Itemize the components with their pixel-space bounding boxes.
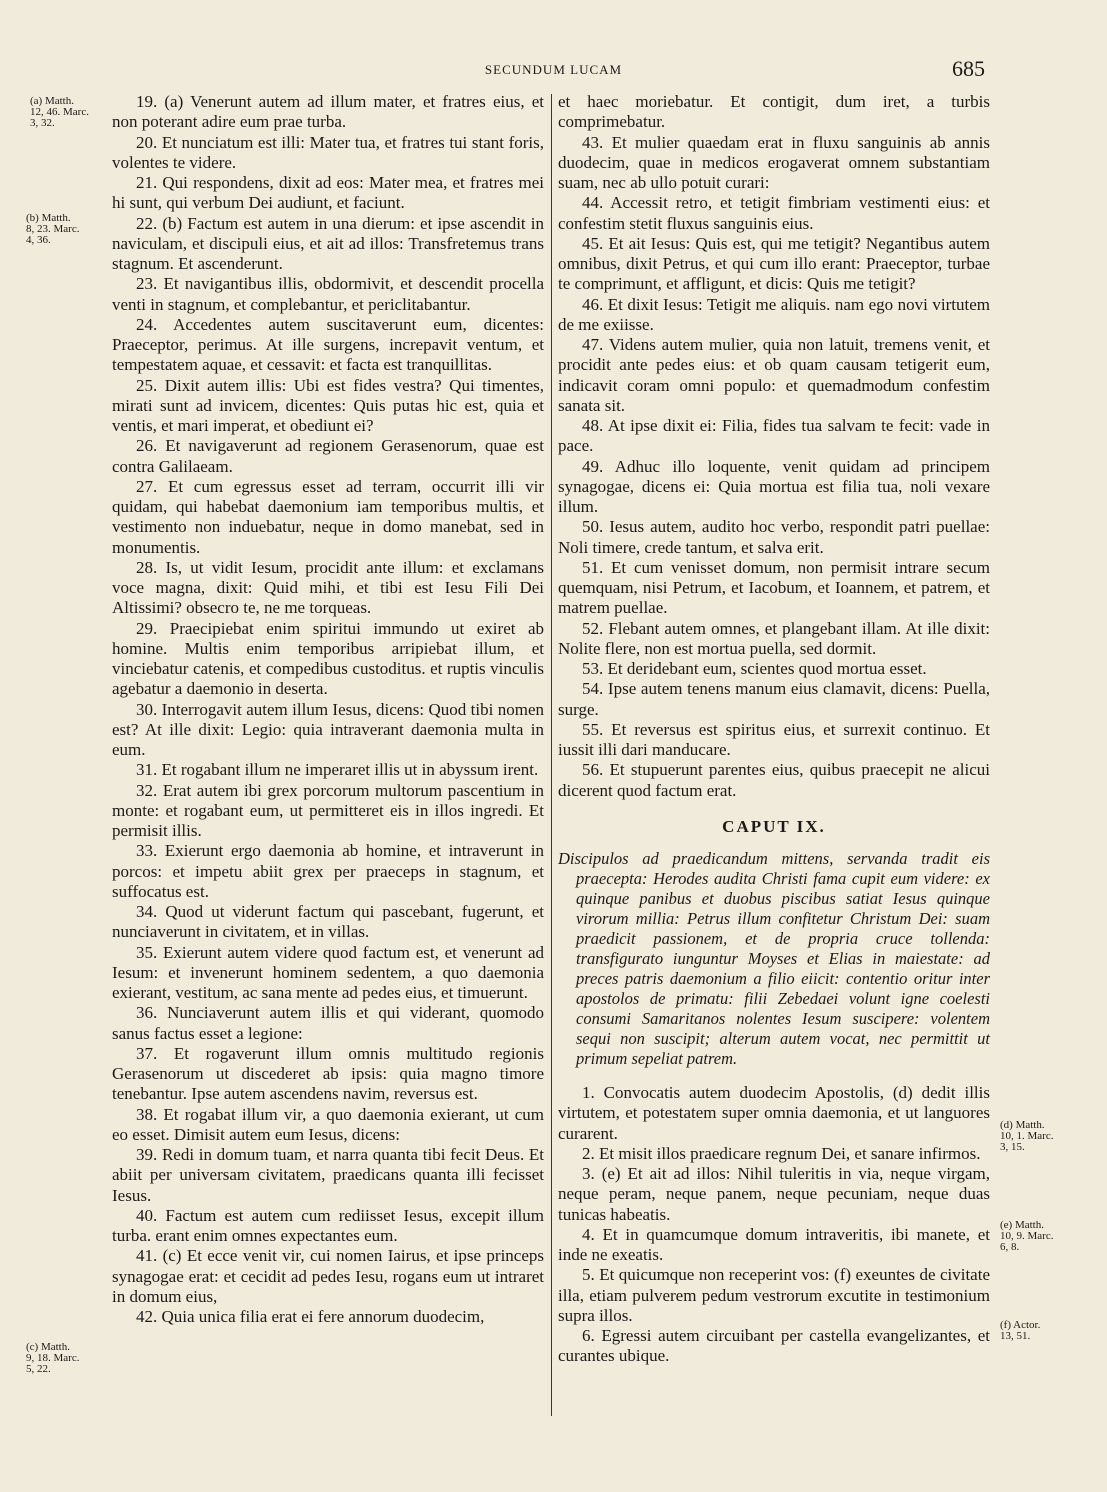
verse: 55. Et reversus est spiritus eius, et surrexit continuo. Et iussit illi dari manducare.	[558, 719, 990, 759]
chapter-heading: CAPUT IX.	[722, 816, 826, 836]
verse: 2. Et misit illos praedicare regnum Dei, et sanare infirmos.	[582, 1143, 981, 1163]
verse: 4. Et in quamcumque domum intraveritis, ibi manete, et inde ne exeatis.	[558, 1224, 990, 1264]
verse: 1. Convocatis autem duodecim Apostolis, (d) dedit illis virtutem, et potestatem super omnia daemonia, et ut languores curarent.	[558, 1083, 990, 1143]
verse: 39. Redi in domum tuam, et narra quanta tibi fecit Deus. Et abiit per universam civitatem, praedicans quanta illi fecisset Iesus.	[112, 1145, 544, 1205]
verse: 49. Adhuc illo loquente, venit quidam ad principem synagogae, dicens ei: Quia mortua est filia tua, noli vexare illum.	[558, 456, 990, 516]
verse: 44. Accessit retro, et tetigit fimbriam vestimenti eius: et confestim stetit fluxus sanguinis eius.	[558, 193, 990, 233]
verse: 40. Factum est autem cum rediisset Iesus, excepit illum turba. erant enim omnes expectantes eum.	[112, 1205, 544, 1245]
verse: 34. Quod ut viderunt factum qui pascebant, fugerunt, et nunciaverunt in civitatem, et in villas.	[112, 902, 544, 942]
verse: 35. Exierunt autem videre quod factum est, et venerunt ad Iesum: et invenerunt hominem sedentem, a quo daemonia exierant, vestitum, ac sana mente ad pedes eius, et timuerunt.	[112, 942, 544, 1002]
verse: 29. Praecipiebat enim spiritui immundo ut exiret ab homine. Multis enim temporibus arripiebat illum, et vinciebatur catenis, et compedibus custoditus. et ruptis vinculis agebatur a daemonio in deserta.	[112, 618, 544, 699]
verse: 23. Et navigantibus illis, obdormivit, et descendit procella venti in stagnum, et complebantur, et periclitabantur.	[112, 274, 544, 314]
verse: 3. (e) Et ait ad illos: Nihil tuleritis in via, neque virgam, neque peram, neque panem, neque pecuniam, neque duas tunicas habeatis.	[558, 1164, 990, 1224]
verse: 46. Et dixit Iesus: Tetigit me aliquis. nam ego novi virtutem de me exiisse.	[558, 294, 990, 334]
chapter-summary: Discipulos ad praedicandum mittens, servanda tradit eis praecepta: Herodes audita Christi fama cupit eum videre: ex quinque panibus et duobus piscibus satiat Iesus quinque virorum millia: Petrus illum confitetur Christum Dei: suam praedicit passionem, et de propria cruce tollenda: transfigurato iunguntur Moyses et Elias in maiestate: ad preces patris daemonium a filio eiicit: contentio oritur inter apostolos de primatu: filii Zebedaei volunt igne coelesti consumi Samaritanos nolentes Iesum suscipere: volentem sequi non suscipit; alterum autem vocat, nec permittit ut primum sepeliat patrem.	[558, 849, 990, 1068]
margin-note-c: (c) Matth. 9, 18. Marc. 5, 22.	[26, 1341, 80, 1375]
verse: 51. Et cum venisset domum, non permisit intrare secum quemquam, nisi Petrum, et Iacobum, et Ioannem, et patrem, et matrem puellae.	[558, 557, 990, 618]
verse: 56. Et stupuerunt parentes eius, quibus praecepit ne alicui dicerent quod factum erat.	[558, 760, 990, 800]
verse: 26. Et navigaverunt ad regionem Gerasenorum, quae est contra Galilaeam.	[112, 436, 544, 476]
verse: 47. Videns autem mulier, quia non latuit, tremens venit, et procidit ante pedes eius: et ob quam causam tetigerit eum, indicavit coram omni populo: et quemadmodum confestim sanata sit.	[558, 335, 990, 415]
verse: 41. (c) Et ecce venit vir, cui nomen Iairus, et ipse princeps synagogae erat: et cecidit ad pedes Iesu, rogans eum ut intraret in domum eius,	[112, 1246, 544, 1306]
margin-note-f: (f) Actor. 13, 51.	[1000, 1319, 1041, 1342]
verse: 42. Quia unica filia erat ei fere annorum duodecim,	[136, 1307, 485, 1326]
verse: 25. Dixit autem illis: Ubi est fides vestra? Qui timentes, mirati sunt ad invicem, dicentes: Quis putas hic est, quia et ventis, et mari imperat, et obediunt ei?	[112, 375, 544, 435]
margin-note-d: (d) Matth. 10, 1. Marc. 3, 15.	[1000, 1119, 1054, 1153]
margin-note-b: (b) Matth. 8, 23. Marc. 4, 36.	[26, 212, 80, 246]
verse: 32. Erat autem ibi grex porcorum multorum pascentium in monte: et rogabant eum, ut permitteret eis in illos ingredi. Et permisit illis.	[112, 780, 544, 840]
verse: 45. Et ait Iesus: Quis est, qui me tetigit? Negantibus autem omnibus, dixit Petrus, et qui cum illo erant: Praeceptor, turbae te comprimunt, et affligunt, et dicis: Quis me tetigit?	[558, 233, 990, 294]
verse: 20. Et nunciatum est illi: Mater tua, et fratres tui stant foris, volentes te videre.	[112, 132, 544, 172]
verse: 53. Et deridebant eum, scientes quod mortua esset.	[582, 659, 927, 678]
verse: 31. Et rogabant illum ne imperaret illis ut in abyssum irent.	[136, 760, 539, 780]
page-number: 685	[952, 56, 985, 81]
column-divider	[551, 94, 552, 1416]
verse: 24. Accedentes autem suscitaverunt eum, dicentes: Praeceptor, perimus. At ille surgens, increpavit ventum, et tempestatem aquae, et cessavit: et facta est tranquillitas.	[112, 314, 544, 375]
verse: 38. Et rogabat illum vir, a quo daemonia exierant, ut cum eo esset. Dimisit autem eum Iesus, dicens:	[112, 1104, 544, 1144]
verse: 30. Interrogavit autem illum Iesus, dicens: Quod tibi nomen est? At ille dixit: Legio: quia intraverant daemonia multa in eum.	[112, 699, 544, 759]
verse: 22. (b) Factum est autem in una dierum: et ipse ascendit in naviculam, et discipuli eius, et ait ad illos: Transfretemus trans stagnum. Et ascenderunt.	[112, 213, 544, 273]
verse: 19. (a) Venerunt autem ad illum mater, et fratres eius, et non poterant adire eum prae turba.	[112, 92, 544, 132]
verse: 6. Egressi autem circuibant per castella evangelizantes, et curantes ubique.	[558, 1326, 990, 1366]
verse-continuation: et haec moriebatur. Et contigit, dum iret, a turbis comprimebatur.	[558, 92, 990, 132]
verse: 28. Is, ut vidit Iesum, procidit ante illum: et exclamans voce magna, dixit: Quid mihi, et tibi est Iesu Fili Dei Altissimi? obsecro te, ne me torqueas.	[112, 557, 544, 618]
right-column	[558, 92, 990, 1367]
verse: 33. Exierunt ergo daemonia ab homine, et intraverunt in porcos: et impetu abiit grex per praeceps in stagnum, et suffocatus est.	[112, 841, 544, 901]
verse: 54. Ipse autem tenens manum eius clamavit, dicens: Puella, surge.	[558, 679, 990, 719]
margin-note-a: (a) Matth. 12, 46. Marc. 3, 32.	[30, 95, 89, 129]
left-column	[112, 92, 544, 1327]
verse: 36. Nunciaverunt autem illis et qui viderant, quomodo sanus factus esset a legione:	[112, 1003, 544, 1043]
verse: 5. Et quicumque non receperint vos: (f) exeuntes de civitate illa, etiam pulverem pedum vestrorum excutite in testimonium supra illos.	[558, 1265, 990, 1325]
verse: 43. Et mulier quaedam erat in fluxu sanguinis ab annis duodecim, quae in medicos erogaverat omnem substantiam suam, nec ab ullo potuit curari:	[558, 132, 990, 192]
verse: 52. Flebant autem omnes, et plangebant illam. At ille dixit: Nolite flere, non est mortua puella, sed dormit.	[558, 618, 990, 658]
margin-note-e: (e) Matth. 10, 9. Marc. 6, 8.	[1000, 1219, 1054, 1253]
verse: 50. Iesus autem, audito hoc verbo, respondit patri puellae: Noli timere, crede tantum, et salva erit.	[558, 517, 990, 557]
verse: 27. Et cum egressus esset ad terram, occurrit illi vir quidam, qui habebat daemonium iam temporibus multis, et vestimento non induebatur, neque in domo manebat, sed in monumentis.	[112, 476, 544, 557]
verse: 37. Et rogaverunt illum omnis multitudo regionis Gerasenorum ut discederet ab ipsis: quia magno timore tenebantur. Ipse autem ascendens navim, reversus est.	[112, 1043, 544, 1104]
verse: 48. At ipse dixit ei: Filia, fides tua salvam te fecit: vade in pace.	[558, 416, 990, 456]
running-head: SECUNDUM LUCAM	[484, 62, 623, 77]
verse: 21. Qui respondens, dixit ad eos: Mater mea, et fratres mei hi sunt, qui verbum Dei audiunt, et faciunt.	[112, 173, 544, 213]
